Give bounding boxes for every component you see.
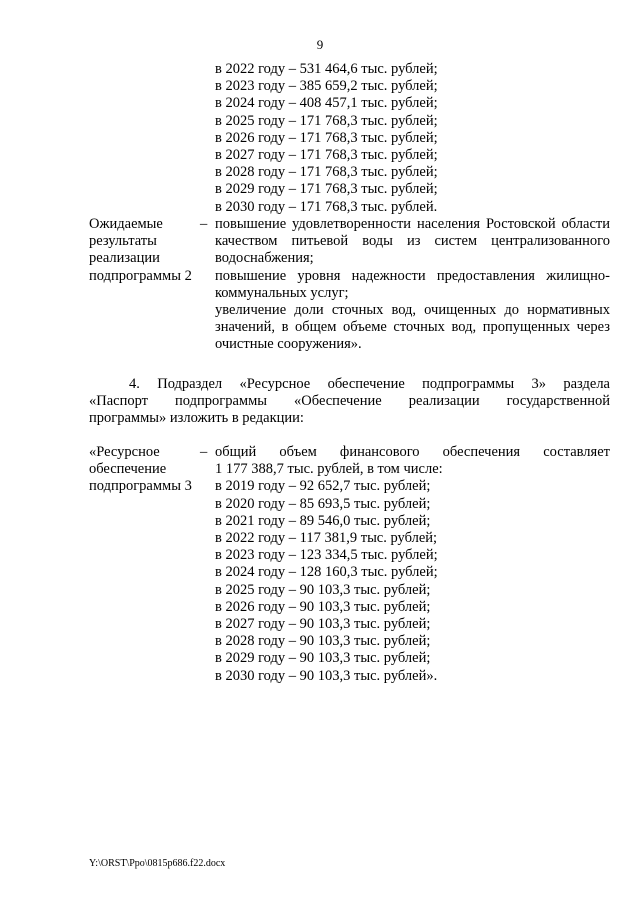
- resources-year-item: в 2020 году – 85 693,5 тыс. рублей;: [215, 495, 431, 512]
- resources-content: [215, 444, 610, 685]
- page-number: 9: [316, 37, 324, 52]
- funding-year-item: в 2022 году – 531 464,6 тыс. рублей;: [215, 61, 438, 77]
- file-path-footer: Y:\ORST\Ppo\0815p686.f22.docx: [89, 858, 226, 869]
- resources-year-item: в 2028 году – 90 103,3 тыс. рублей;: [215, 633, 431, 650]
- funding-year-item: в 2027 году – 171 768,3 тыс. рублей;: [215, 147, 438, 164]
- resources-year-item: в 2029 году – 90 103,3 тыс. рублей;: [215, 650, 431, 667]
- resources-year-item: в 2026 году – 90 103,3 тыс. рублей;: [215, 598, 431, 615]
- resources-year-item: в 2022 году – 117 381,9 тыс. рублей;: [215, 530, 438, 547]
- funding-year-item: в 2029 году – 171 768,3 тыс. рублей;: [215, 181, 438, 198]
- funding-year-item: в 2024 году – 408 457,1 тыс. рублей;: [215, 95, 438, 112]
- resources-year-item: в 2030 году – 90 103,3 тыс. рублей».: [215, 667, 438, 684]
- funding-year-item: в 2026 году – 171 768,3 тыс. рублей;: [215, 129, 438, 146]
- results-item: повышение удовлетворенности населения Ростовской области качеством питьевой воды из систем централизованного водоснабжения;: [215, 216, 610, 267]
- resources-intro: общий объем финансового обеспечения составляет: [215, 444, 610, 460]
- funding-year-item: в 2025 году – 171 768,3 тыс. рублей;: [215, 112, 438, 129]
- results-item: увеличение доли сточных вод, очищенных до нормативных значений, в общем объеме сточных вод, пропущенных через очистные сооружения».: [215, 302, 610, 353]
- resources-year-item: в 2019 году – 92 652,7 тыс. рублей;: [215, 478, 431, 495]
- resources-year-item: в 2021 году – 89 546,0 тыс. рублей;: [215, 512, 431, 529]
- resources-year-item: в 2023 году – 123 334,5 тыс. рублей;: [215, 547, 438, 564]
- amendment-paragraph: 4. Подраздел «Ресурсное обеспечение подпрограммы 3» раздела «Паспорт подпрограммы «Обеспечение реализации государственной программы» изложить в редакции:: [89, 376, 610, 427]
- resources-year-item: в 2025 году – 90 103,3 тыс. рублей;: [215, 581, 431, 598]
- resources-year-item: в 2024 году – 128 160,3 тыс. рублей;: [215, 564, 438, 581]
- results-content: [215, 216, 610, 354]
- results-dash: –: [200, 216, 208, 232]
- resources-intro: 1 177 388,7 тыс. рублей, в том числе:: [215, 461, 443, 478]
- results-item: повышение уровня надежности предоставления жилищно-коммунальных услуг;: [215, 267, 610, 301]
- funding-year-item: в 2023 году – 385 659,2 тыс. рублей;: [215, 78, 438, 95]
- funding-year-item: в 2030 году – 171 768,3 тыс. рублей.: [215, 198, 438, 215]
- resources-year-item: в 2027 году – 90 103,3 тыс. рублей;: [215, 616, 431, 633]
- funding-year-list: [215, 61, 438, 216]
- resources-dash: –: [200, 444, 208, 460]
- resources-label: «Ресурсное обеспечение подпрограммы 3: [89, 444, 192, 495]
- results-label: Ожидаемые результаты реализации подпрограммы 2: [89, 216, 192, 284]
- funding-year-item: в 2028 году – 171 768,3 тыс. рублей;: [215, 164, 438, 181]
